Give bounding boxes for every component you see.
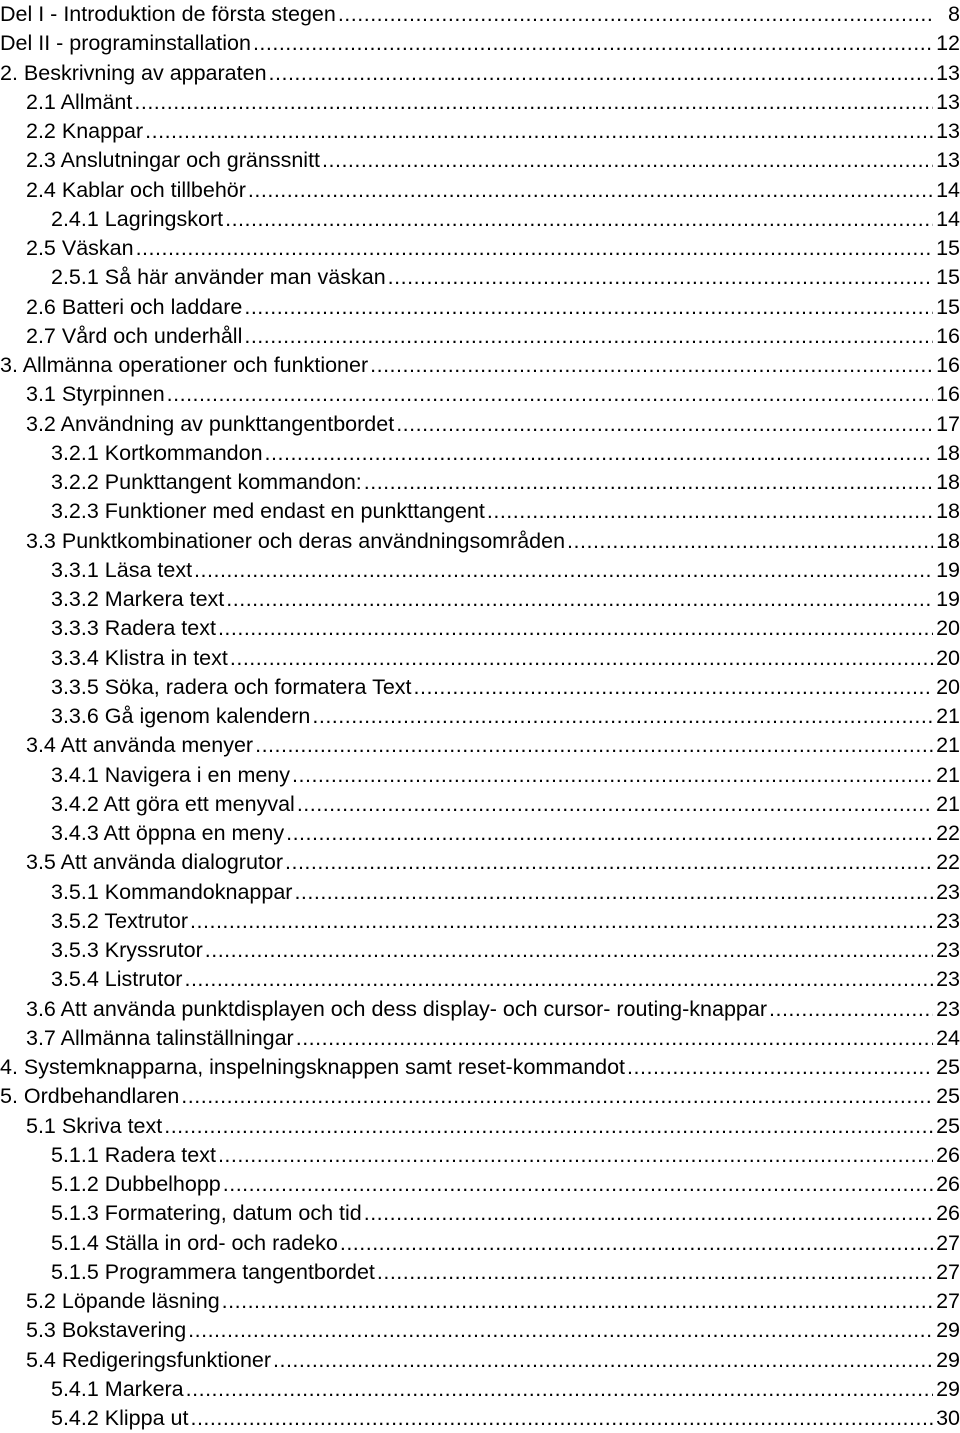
toc-page-number: 18 [936, 499, 960, 524]
toc-entry-title: 3.4.2 Att göra ett menyval [51, 791, 295, 816]
toc-page-number: 27 [936, 1259, 960, 1284]
toc-entry[interactable] [0, 1258, 960, 1287]
toc-entry[interactable] [0, 1024, 960, 1053]
toc-entry-title: Del II - programinstallation [0, 31, 251, 56]
toc-dot-leader [145, 117, 933, 146]
toc-dot-leader [340, 1229, 933, 1258]
toc-entry[interactable] [0, 965, 960, 994]
toc-entry[interactable] [0, 702, 960, 731]
toc-dot-leader [292, 761, 933, 790]
toc-page-number: 25 [936, 1084, 960, 1109]
toc-page-number: 21 [936, 704, 960, 728]
toc-entry[interactable] [0, 995, 960, 1024]
toc-entry-title: 5. Ordbehandlaren [0, 1084, 180, 1109]
toc-entry[interactable] [0, 1082, 960, 1111]
toc-entry[interactable] [0, 848, 960, 877]
toc-page-number: 16 [936, 323, 960, 348]
toc-entry[interactable] [0, 614, 960, 643]
toc-entry-title: 3.2.2 Punkttangent kommandon: [51, 470, 362, 494]
toc-entry-title: 5.1.4 Ställa in ord- och radeko [51, 1230, 338, 1255]
toc-page-number: 21 [936, 733, 960, 758]
toc-entry-title: 3.3.2 Markera text [51, 587, 225, 611]
toc-entry-title: 3.5.4 Listrutor [51, 967, 183, 992]
toc-entry[interactable] [0, 468, 960, 497]
toc-dot-leader [312, 702, 933, 731]
toc-dot-leader [285, 848, 933, 877]
toc-entry-title: 5.3 Bokstavering [26, 1318, 187, 1343]
toc-entry-title: 3.3.6 Gå igenom kalendern [51, 704, 311, 728]
toc-page-number: 26 [936, 1201, 960, 1226]
toc-entry-title: 3.4.1 Navigera i en meny [51, 762, 291, 787]
toc-page-number: 19 [936, 587, 960, 611]
toc-dot-leader [296, 1024, 933, 1053]
toc-entry[interactable] [0, 234, 960, 263]
toc-dot-leader [164, 1112, 933, 1141]
toc-page-number: 15 [936, 265, 960, 290]
toc-entry-title: 3.3.1 Läsa text [51, 557, 193, 582]
toc-dot-leader [181, 1082, 933, 1111]
toc-entry-title: 3.5.3 Kryssrutor [51, 938, 203, 962]
toc-entry[interactable] [0, 731, 960, 760]
toc-entry[interactable] [0, 293, 960, 322]
toc-entry[interactable] [0, 88, 960, 117]
toc-page-number: 23 [936, 908, 960, 933]
toc-entry-title: 2.5 Väskan [26, 236, 134, 260]
toc-dot-leader [286, 819, 933, 848]
toc-page-number: 18 [936, 470, 960, 494]
toc-entry-title: 5.1.2 Dubbelhopp [51, 1172, 221, 1196]
toc-entry-title: 2. Beskrivning av apparaten [0, 60, 267, 85]
toc-entry[interactable] [0, 1199, 960, 1228]
toc-entry-title: 5.1 Skriva text [26, 1113, 163, 1138]
toc-entry[interactable] [0, 585, 960, 614]
toc-dot-leader [205, 936, 933, 965]
toc-page-number: 29 [936, 1376, 960, 1401]
toc-page-number: 21 [936, 791, 960, 816]
toc-entry[interactable] [0, 878, 960, 907]
toc-entry-title: 5.4.1 Markera [51, 1376, 184, 1401]
toc-dot-leader [167, 380, 933, 409]
toc-dot-leader [377, 1258, 933, 1287]
toc-entry-title: 3.4 Att använda menyer [26, 733, 254, 758]
toc-dot-leader [322, 146, 933, 175]
toc-entry[interactable] [0, 790, 960, 819]
toc-entry[interactable] [0, 1316, 960, 1345]
toc-page-number: 26 [936, 1142, 960, 1167]
toc-page-number: 22 [936, 821, 960, 845]
toc-dot-leader [269, 59, 933, 88]
toc-entry[interactable] [0, 497, 960, 526]
toc-entry[interactable] [0, 263, 960, 292]
toc-page-number: 29 [936, 1318, 960, 1343]
toc-entry-title: 3.2.1 Kortkommandon [51, 440, 263, 465]
toc-entry-title: 3.3.5 Söka, radera och formatera Text [51, 674, 412, 699]
toc-page-number: 30 [936, 1406, 960, 1430]
toc-page-number: 20 [936, 616, 960, 641]
toc-entry-title: 3.3.4 Klistra in text [51, 645, 228, 670]
toc-dot-leader [297, 790, 933, 819]
toc-dot-leader [222, 1287, 933, 1316]
toc-dot-leader [218, 1141, 933, 1170]
toc-dot-leader [248, 176, 933, 205]
toc-entry[interactable] [0, 0, 960, 29]
toc-entry[interactable] [0, 146, 960, 175]
toc-entry[interactable] [0, 117, 960, 146]
toc-entry-title: 3.5.2 Textrutor [51, 908, 189, 933]
toc-entry-title: 2.6 Batteri och laddare [26, 294, 243, 319]
toc-dot-leader [396, 410, 933, 439]
toc-dot-leader [190, 907, 933, 936]
toc-page-number: 27 [936, 1230, 960, 1255]
toc-entry-title: 3.4.3 Att öppna en meny [51, 821, 285, 845]
toc-entry[interactable] [0, 1287, 960, 1316]
toc-page-number: 16 [936, 353, 960, 377]
toc-dot-leader [136, 234, 933, 263]
toc-entry[interactable] [0, 761, 960, 790]
toc-entry-title: 2.4 Kablar och tillbehör [26, 177, 246, 202]
toc-entry-title: 5.1.5 Programmera tangentbordet [51, 1259, 375, 1284]
toc-page-number: 22 [936, 850, 960, 875]
toc-dot-leader [370, 351, 933, 380]
toc-entry[interactable] [0, 59, 960, 88]
toc-page-number: 12 [936, 31, 960, 56]
toc-dot-leader [265, 439, 933, 468]
toc-page-number: 25 [936, 1055, 960, 1079]
toc-page-number: 13 [936, 89, 960, 114]
toc-entry[interactable] [0, 819, 960, 848]
toc-page-number: 20 [936, 645, 960, 670]
toc-entry[interactable] [0, 1112, 960, 1141]
toc-entry-title: 2.3 Anslutningar och gränssnitt [26, 148, 321, 173]
toc-dot-leader [184, 965, 933, 994]
toc-page-number: 23 [936, 879, 960, 904]
toc-entry[interactable] [0, 907, 960, 936]
toc-page-number: 13 [936, 119, 960, 143]
toc-entry-title: 2.7 Vård och underhåll [26, 323, 243, 348]
toc-page-number: 13 [936, 148, 960, 173]
toc-page-number: 23 [936, 938, 960, 962]
toc-page-number: 23 [936, 967, 960, 992]
toc-dot-leader [186, 1375, 933, 1404]
toc-entry[interactable] [0, 1404, 960, 1433]
toc-entry[interactable] [0, 1229, 960, 1258]
toc-page-number: 14 [936, 206, 960, 231]
toc-dot-leader [627, 1053, 933, 1082]
toc-entry-title: 3.1 Styrpinnen [26, 382, 165, 407]
toc-page-number: 24 [936, 1025, 960, 1050]
toc-dot-leader [273, 1346, 933, 1375]
toc-dot-leader [255, 731, 933, 760]
toc-page-number: 8 [948, 2, 960, 26]
toc-dot-leader [769, 995, 933, 1024]
toc-page-number: 15 [936, 294, 960, 319]
toc-entry[interactable] [0, 936, 960, 965]
toc-page-number: 19 [936, 557, 960, 582]
toc-page-number: 15 [936, 236, 960, 260]
toc-entry-title: 5.2 Löpande läsning [26, 1289, 220, 1313]
toc-dot-leader [388, 263, 933, 292]
toc-page-number: 18 [936, 528, 960, 553]
toc-entry-title: 3.2.3 Funktioner med endast en punkttangent [51, 499, 485, 524]
toc-page-number: 20 [936, 674, 960, 699]
toc-entry-title: 3. Allmänna operationer och funktioner [0, 353, 369, 377]
toc-page-number: 18 [936, 440, 960, 465]
toc-entry-title: Del I - Introduktion de första stegen [0, 2, 336, 26]
toc-entry[interactable] [0, 1170, 960, 1199]
toc-dot-leader [226, 585, 933, 614]
toc-entry[interactable] [0, 322, 960, 351]
toc-page-number: 14 [936, 177, 960, 202]
toc-page-number: 13 [936, 60, 960, 85]
toc-entry[interactable] [0, 205, 960, 234]
toc-dot-leader [188, 1316, 933, 1345]
toc-entry-title: 2.4.1 Lagringskort [51, 206, 224, 231]
toc-entry-title: 4. Systemknapparna, inspelningsknappen samt reset-kommandot [0, 1055, 626, 1079]
toc-page-number: 27 [936, 1289, 960, 1313]
toc-dot-leader [244, 293, 933, 322]
toc-dot-leader [364, 1199, 933, 1228]
toc-page-number: 29 [936, 1347, 960, 1372]
toc-dot-leader [567, 527, 933, 556]
toc-entry[interactable] [0, 527, 960, 556]
toc-entry-title: 2.5.1 Så här använder man väskan [51, 265, 386, 290]
toc-entry[interactable] [0, 644, 960, 673]
toc-dot-leader [338, 0, 933, 29]
toc-entry[interactable] [0, 29, 960, 58]
toc-dot-leader [487, 497, 933, 526]
toc-entry[interactable] [0, 1375, 960, 1404]
toc-dot-leader [194, 556, 933, 585]
toc-entry[interactable] [0, 1053, 960, 1082]
toc-entry-title: 3.3 Punktkombinationer och deras användningsområden [26, 528, 566, 553]
toc-entry-title: 5.1.1 Radera text [51, 1142, 216, 1167]
toc-entry[interactable] [0, 673, 960, 702]
toc-entry[interactable] [0, 380, 960, 409]
toc-dot-leader [294, 878, 933, 907]
toc-dot-leader [134, 88, 933, 117]
toc-page-number: 25 [936, 1113, 960, 1138]
toc-entry[interactable] [0, 1346, 960, 1375]
toc-entry-title: 5.1.3 Formatering, datum och tid [51, 1201, 362, 1226]
toc-dot-leader [364, 468, 933, 497]
toc-entry[interactable] [0, 1141, 960, 1170]
toc-entry[interactable] [0, 176, 960, 205]
toc-entry[interactable] [0, 556, 960, 585]
toc-page-number: 17 [936, 411, 960, 436]
toc-entry-title: 2.2 Knappar [26, 119, 144, 143]
toc-entry[interactable] [0, 410, 960, 439]
toc-dot-leader [244, 322, 933, 351]
toc-page-number: 21 [936, 762, 960, 787]
toc-entry-title: 5.4 Redigeringsfunktioner [26, 1347, 272, 1372]
toc-entry[interactable] [0, 351, 960, 380]
toc-entry[interactable] [0, 439, 960, 468]
toc-entry-title: 2.1 Allmänt [26, 89, 133, 114]
toc-dot-leader [190, 1404, 933, 1433]
toc-entry-title: 3.3.3 Radera text [51, 616, 216, 641]
toc-dot-leader [225, 205, 933, 234]
toc-page-number: 16 [936, 382, 960, 407]
toc-dot-leader [218, 614, 933, 643]
toc-dot-leader [230, 644, 933, 673]
toc-dot-leader [253, 29, 933, 58]
toc-page-number: 23 [936, 996, 960, 1021]
toc-entry-title: 3.5.1 Kommandoknappar [51, 879, 293, 904]
toc-entry-title: 5.4.2 Klippa ut [51, 1406, 189, 1430]
toc-entry-title: 3.2 Användning av punkttangentbordet [26, 411, 395, 436]
toc-dot-leader [223, 1170, 933, 1199]
toc-page-number: 26 [936, 1172, 960, 1196]
toc-dot-leader [414, 673, 933, 702]
toc-entry-title: 3.6 Att använda punktdisplayen och dess display- och cursor- routing-knappar [26, 996, 767, 1021]
toc-entry-title: 3.5 Att använda dialogrutor [26, 850, 283, 875]
toc-entry-title: 3.7 Allmänna talinställningar [26, 1025, 294, 1050]
